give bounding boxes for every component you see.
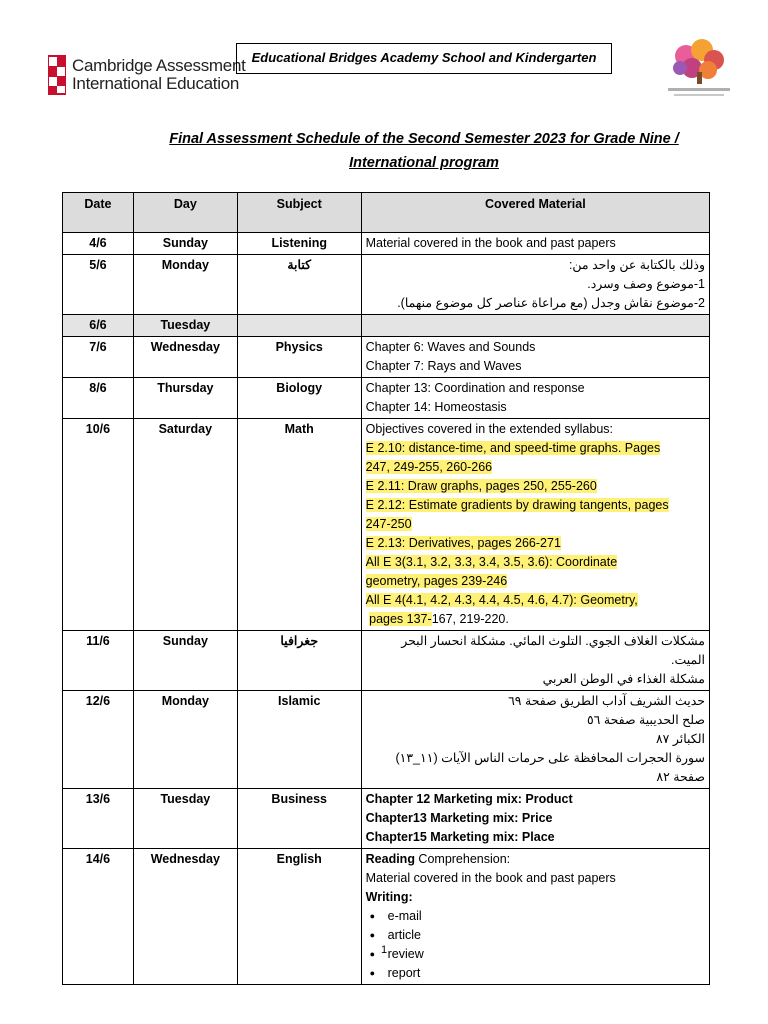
highlighted-objective: pages 137-: [369, 612, 432, 626]
date-cell: 5/6: [63, 255, 134, 315]
table-row: [63, 255, 710, 315]
day-cell: Sunday: [133, 631, 237, 691]
material-line: مشكلة الغذاء في الوطن العربي: [542, 672, 705, 686]
table-row: [63, 631, 710, 691]
highlighted-objective: E 2.12: Estimate gradients by drawing tangents, pages: [365, 498, 669, 512]
day-cell: Tuesday: [133, 789, 237, 849]
table-row: [63, 789, 710, 849]
material-cell: [361, 691, 709, 789]
material-line: 2-موضوع نقاش وجدل (مع مراعاة عناصر كل موضوع منهما).: [397, 296, 705, 310]
day-cell: Saturday: [133, 419, 237, 631]
day-cell: Tuesday: [133, 315, 237, 337]
material-line: صفحة ٨٢: [656, 770, 705, 784]
material-cell: [361, 631, 709, 691]
reading-label: Reading: [365, 852, 415, 866]
subject-cell: English: [237, 849, 361, 985]
highlighted-objective: All E 4(4.1, 4.2, 4.3, 4.4, 4.5, 4.6, 4.7): Geometry,: [365, 593, 638, 607]
date-cell: 11/6: [63, 631, 134, 691]
material-line: Chapter 6: Waves and Sounds: [365, 340, 536, 354]
highlighted-objective: E 2.11: Draw graphs, pages 250, 255-260: [365, 479, 597, 493]
day-cell: Thursday: [133, 378, 237, 419]
column-header-day: Day: [133, 193, 237, 233]
date-cell: 13/6: [63, 789, 134, 849]
material-cell: [361, 315, 709, 337]
material-line: حديث الشريف آداب الطريق صفحة ٦٩: [508, 694, 705, 708]
highlighted-objective: 247-250: [365, 517, 412, 531]
material-cell: [361, 233, 709, 255]
material-cell: [361, 419, 709, 631]
table-row: [63, 691, 710, 789]
highlighted-objective: E 2.10: distance-time, and speed-time graphs. Pages: [365, 441, 661, 455]
table-row: [63, 419, 710, 631]
material-cell: [361, 789, 709, 849]
date-cell: 10/6: [63, 419, 134, 631]
subject-cell: Islamic: [237, 691, 361, 789]
material-line: Chapter15 Marketing mix: Place: [365, 830, 555, 844]
day-cell: Monday: [133, 691, 237, 789]
cambridge-shield-icon: [48, 55, 66, 95]
date-cell: 4/6: [63, 233, 134, 255]
date-cell: 7/6: [63, 337, 134, 378]
table-row: [63, 849, 710, 985]
table-row: [63, 233, 710, 255]
material-line: مشكلات الغلاف الجوي. التلوث المائي. مشكلة انحسار البحر الميت.: [401, 634, 705, 667]
material-line: Chapter 12 Marketing mix: Product: [365, 792, 573, 806]
material-line: Material covered in the book and past papers: [365, 871, 616, 885]
material-line: Chapter 14: Homeostasis: [365, 400, 507, 414]
table-row: [63, 378, 710, 419]
highlighted-objective: 247, 249-255, 260-266: [365, 460, 493, 474]
material-line: صلح الحديبية صفحة ٥٦: [586, 713, 705, 727]
material-line: Chapter 13: Coordination and response: [365, 381, 585, 395]
date-cell: 12/6: [63, 691, 134, 789]
table-row: [63, 315, 710, 337]
subject-cell: كتابة: [237, 255, 361, 315]
table-header-row: [63, 193, 710, 233]
subject-cell: Listening: [237, 233, 361, 255]
cambridge-subname: International Education: [72, 74, 240, 93]
subject-cell: جغرافيا: [237, 631, 361, 691]
table-row: [63, 337, 710, 378]
tree-logo-icon: [664, 38, 734, 100]
material-line: Comprehension:: [414, 852, 511, 866]
list-item: ● report: [392, 964, 705, 983]
material-line: Material covered in the book and past papers: [365, 236, 616, 250]
day-cell: Wednesday: [133, 337, 237, 378]
subject-cell: Math: [237, 419, 361, 631]
schedule-table: [62, 192, 710, 985]
material-cell: [361, 849, 709, 985]
day-cell: Wednesday: [133, 849, 237, 985]
material-line: الكبائر ٨٧: [655, 732, 705, 746]
material-line: Chapter13 Marketing mix: Price: [365, 811, 553, 825]
highlighted-objective: All E 3(3.1, 3.2, 3.3, 3.4, 3.5, 3.6): Coordinate: [365, 555, 618, 569]
day-cell: Sunday: [133, 233, 237, 255]
subject-cell: Business: [237, 789, 361, 849]
list-item: ● review: [392, 945, 705, 964]
column-header-date: Date: [63, 193, 134, 233]
material-cell: [361, 378, 709, 419]
highlighted-objective: E 2.13: Derivatives, pages 266-271: [365, 536, 561, 550]
writing-label: Writing:: [365, 890, 413, 904]
date-cell: 6/6: [63, 315, 134, 337]
page-number: 1: [380, 944, 388, 956]
school-logo: [664, 38, 734, 100]
list-item: ● e-mail: [392, 907, 705, 926]
school-name-box: Educational Bridges Academy School and Kindergarten: [236, 43, 612, 74]
cambridge-logo: [48, 55, 246, 95]
material-cell: [361, 255, 709, 315]
material-line: 1-موضوع وصف وسرد.: [587, 277, 705, 291]
highlighted-objective: geometry, pages 239-246: [365, 574, 508, 588]
list-item: ● article: [392, 926, 705, 945]
material-line: وذلك بالكتابة عن واحد من:: [568, 258, 705, 272]
material-cell: [361, 337, 709, 378]
column-header-material: Covered Material: [361, 193, 709, 233]
cambridge-name: Cambridge Assessment: [72, 56, 246, 75]
date-cell: 8/6: [63, 378, 134, 419]
schedule-title-line1: Final Assessment Schedule of the Second Semester 2023 for Grade Nine /: [169, 131, 679, 147]
subject-cell: [237, 315, 361, 337]
schedule-title-line2: International program: [349, 155, 499, 171]
subject-cell: Physics: [237, 337, 361, 378]
material-line: Objectives covered in the extended syllabus:: [365, 422, 614, 436]
column-header-subject: Subject: [237, 193, 361, 233]
material-line: Chapter 7: Rays and Waves: [365, 359, 522, 373]
day-cell: Monday: [133, 255, 237, 315]
material-line: 167, 219-220.: [431, 612, 509, 626]
material-line: سورة الحجرات المحافظة على حرمات الناس الآيات (١١_١٣): [395, 751, 705, 765]
subject-cell: Biology: [237, 378, 361, 419]
date-cell: 14/6: [63, 849, 134, 985]
